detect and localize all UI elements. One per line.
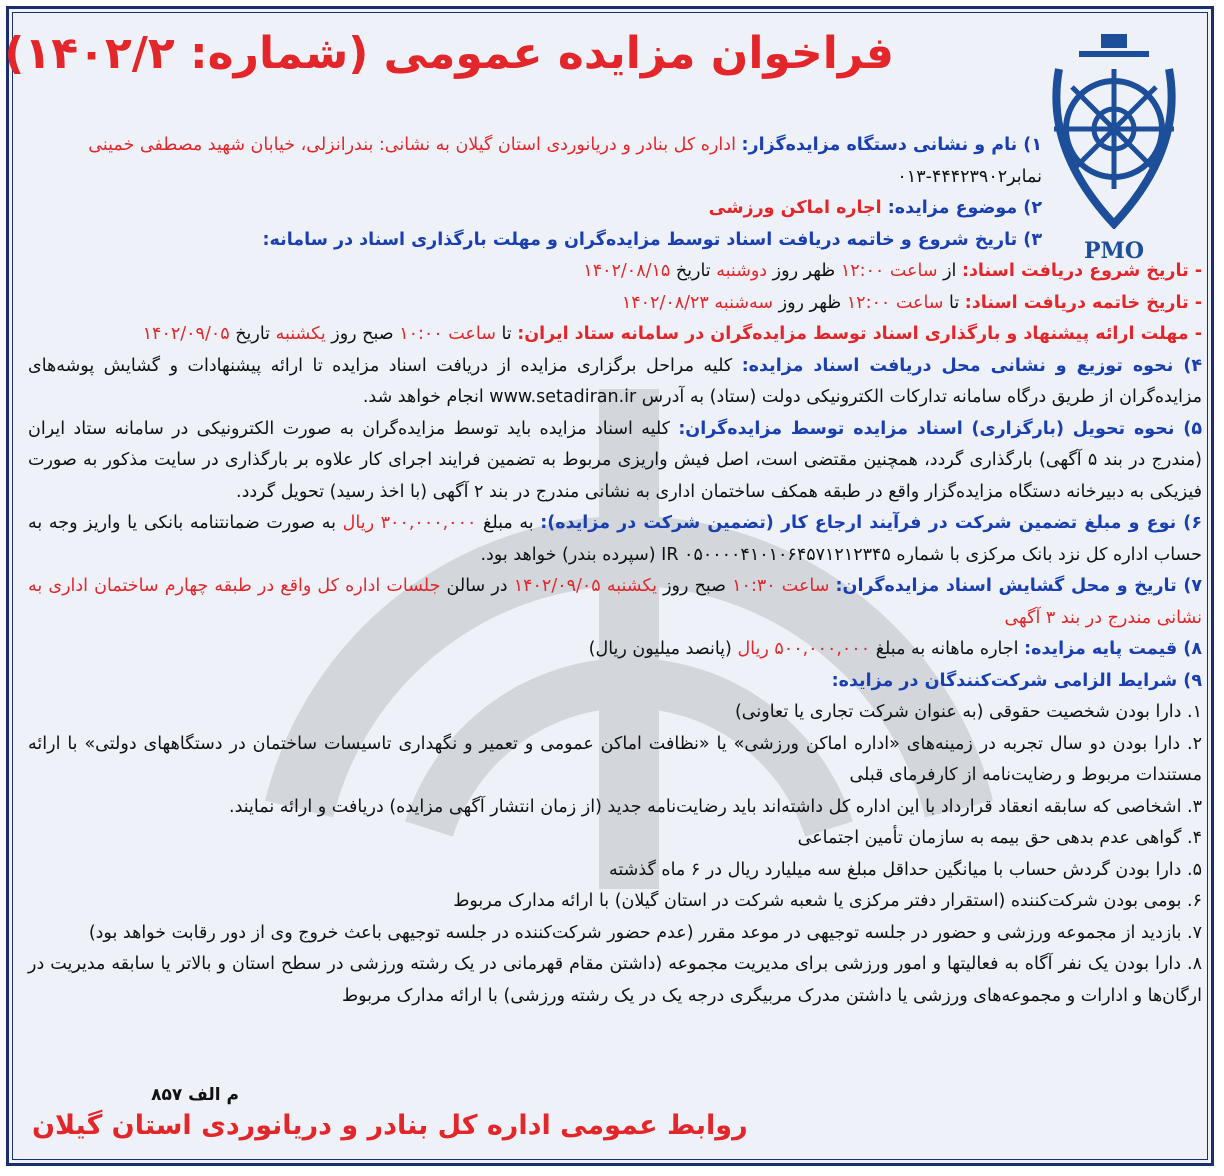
clause-text: تا xyxy=(943,292,965,313)
logo-text: PMO xyxy=(1083,238,1145,264)
clause-heading: ۴) نحوه توزیع و نشانی محل دریافت اسناد مزایده: xyxy=(741,355,1202,376)
clause-heading: ۹) شرایط الزامی شرکت‌کنندگان در مزایده: xyxy=(831,670,1202,691)
clause-14 xyxy=(28,697,1202,729)
clause-text: اجاره اماکن ورزشی xyxy=(708,198,888,218)
clause-text: نمابر۴۴۴۲۳۹۰۲-۰۱۳ xyxy=(897,166,1042,187)
clause-text: کلیه اسناد مزایده باید توسط مزایده‌گران به صورت الکترونیکی در سامانه ستاد ایران (مندرج در بند ۵ آگهی) بارگذاری گردد، همچنین مقتضی است، اصل فیش واریزی مربوط به تضمین فرایند اجرای کار علاوه بر بارگذاری در سایت مذکور به صورت فیزیکی به دبیرخانه دستگاه مزایده‌گزار واقع در طبقه همکف ساختمان اداری به نشانی مندرج در بند ۲ آگهی (با اخذ رسید) تحویل گردد. xyxy=(28,418,1202,502)
clause-text: ظهر روز xyxy=(773,292,847,313)
clause-text: دوشنبه xyxy=(716,261,768,281)
clause-20 xyxy=(28,918,1202,950)
clause-18 xyxy=(28,855,1202,887)
clause-text: از xyxy=(937,261,962,281)
clause-text: ظهر روز xyxy=(767,261,841,281)
clause-text: کلیه مراحل برگزاری مزایده از دریافت اسناد مزایده تا ارائه پیشنهادات و گشایش پوشه‌های مزایده‌گران از طریق درگاه سامانه تدارکات الکترونیکی دولت (ستاد) به آدرس www.setadiran.ir انجام خواهد شد. xyxy=(28,355,1202,407)
clause-10 xyxy=(28,508,1202,571)
clause-12 xyxy=(28,634,1202,666)
clause-4 xyxy=(28,225,1042,257)
clause-text: تا xyxy=(495,324,518,344)
ad-body xyxy=(28,130,1202,1012)
clause-text: (پانصد میلیون ریال) xyxy=(588,639,738,659)
footer-signature: روابط عمومی اداره کل بنادر و دریانوردی استان گیلان xyxy=(32,1110,748,1141)
clause-text: ۵. دارا بودن گردش حساب با میانگین حداقل مبلغ سه میلیارد ریال در ۶ ماه گذشته xyxy=(609,859,1202,880)
clause-text: ساعت ۱۰:۳۰ xyxy=(732,576,836,596)
clause-text: سه‌شنبه ۱۴۰۲/۰۸/۲۳ xyxy=(621,292,774,313)
clause-text: ۸. دارا بودن یک نفر آگاه به فعالیتها و امور ورزشی برای مدیریت مجموعه (داشتن مقام قهرمانی در یک رشته ورزشی در سطح استان و بالاتر یا سابقه مدیریت در ارگان‌ها و ادارات و مجموعه‌های ورزشی یا داشتن مدرک مربیگری درجه یک در یک رشته ورزشی) با ارائه مدارک مربوط xyxy=(28,954,1202,1006)
clause-text: تاریخ xyxy=(229,324,276,344)
clause-heading: ۵) نحوه تحویل (بارگزاری) اسناد مزایده توسط مزایده‌گران: xyxy=(678,418,1202,439)
clause-heading: ۸) قیمت پایه مزایده: xyxy=(1024,639,1202,659)
clause-text: به صورت ضمانتنامه بانکی یا واریز وجه به حساب اداره کل نزد بانک مرکزی با شماره IR ۰۵۰۰۰۰۴۱۰۱۰۶۴۵۷۱۲۱۲۳۴۵ (سپرده بندر) خواهد بود. xyxy=(28,513,1202,565)
clause-heading: ۲) موضوع مزایده: xyxy=(887,198,1042,218)
clause-text: ساعت ۱۲:۰۰ xyxy=(840,261,938,281)
clause-16 xyxy=(28,792,1202,824)
clause-text: ۳۰۰,۰۰۰,۰۰۰ ریال xyxy=(342,513,477,533)
clause-text: ۳. اشخاصی که سابقه انعقاد قرارداد با این اداره کل داشته‌اند باید رضایت‌نامه جدید (از زمان انتشار آگهی مزایده) دریافت و ارائه نمایند. xyxy=(229,796,1202,817)
clause-text: اجاره ماهانه به مبلغ xyxy=(870,639,1025,659)
clause-text: ۵۰۰,۰۰۰,۰۰۰ ریال xyxy=(737,639,871,659)
clause-text: ۱۴۰۲/۰۹/۰۵ xyxy=(142,324,230,344)
clause-21 xyxy=(28,949,1202,1012)
clause-text: ۲. دارا بودن دو سال تجربه در زمینه‌های «اداره اماکن ورزشی» یا «نظافت اماکن عمومی و تعمیر و نگهداری تاسیسات ساختمان در دستگاههای دولتی» با ارائه مستندات مربوط و رضایت‌نامه از کارفرمای قبلی xyxy=(28,733,1202,785)
clause-text: صبح روز xyxy=(656,576,733,596)
clause-2 xyxy=(28,162,1042,194)
clause-heading: ۷) تاریخ و محل گشایش اسناد مزایده‌گران: xyxy=(835,576,1203,596)
clause-text: ۱. دارا بودن شخصیت حقوقی (به عنوان شرکت تجاری یا تعاونی) xyxy=(734,702,1202,722)
clause-text: جلسات اداره کل واقع در طبقه چهارم ساختمان اداری به نشانی مندرج در بند ۳ آگهی xyxy=(28,576,1202,628)
clause-text: - مهلت ارائه پیشنهاد و بارگذاری اسناد توسط مزایده‌گران در سامانه ستاد ایران: xyxy=(517,324,1202,344)
clause-11 xyxy=(28,571,1202,634)
clause-text: ۷. بازدید از مجموعه ورزشی و حضور در جلسه توجیهی در موعد مقرر (عدم حضور شرکت‌کننده در جلسه توجیهی باعث خروج وی از دور رقابت خواهد بود) xyxy=(88,922,1202,943)
clause-text: - تاریخ خاتمه دریافت اسناد: xyxy=(964,292,1202,313)
clause-text: صبح روز xyxy=(325,324,400,344)
clause-text: ۱۴۰۲/۰۸/۱۵ xyxy=(583,261,671,281)
clause-text: ساعت ۱۲:۰۰ xyxy=(846,292,944,313)
clause-text: ۶. بومی بودن شرکت‌کننده (استقرار دفتر مرکزی یا شعبه شرکت در استان گیلان) با ارائه مدارک مربوط xyxy=(453,891,1202,911)
clause-8 xyxy=(28,351,1202,414)
page-title: فراخوان مزایده عمومی (شماره: ۱۴۰۲/۲) xyxy=(4,28,894,79)
clause-17 xyxy=(28,823,1202,855)
clause-text: اداره کل بنادر و دریانوردی استان گیلان به نشانی: بندرانزلی، خیابان شهید مصطفی خمینی xyxy=(88,135,742,155)
clause-6 xyxy=(28,288,1202,320)
clause-heading: ۱) نام و نشانی دستگاه مزایده‌گزار: xyxy=(741,135,1042,155)
clause-heading: ۳) تاریخ شروع و خاتمه دریافت اسناد توسط مزایده‌گران و مهلت بارگذاری اسناد در سامانه: xyxy=(262,229,1042,250)
clause-1 xyxy=(28,130,1042,162)
clause-7 xyxy=(28,319,1202,351)
clause-text: یکشنبه xyxy=(275,324,326,344)
clause-19 xyxy=(28,886,1202,918)
clause-9 xyxy=(28,414,1202,509)
clause-5 xyxy=(28,256,1202,288)
clause-3 xyxy=(28,193,1042,225)
clause-text: تاریخ xyxy=(670,261,717,281)
clause-text: در سالن xyxy=(440,576,514,596)
reference-number: م الف ۸۵۷ xyxy=(151,1085,239,1105)
clause-text: ساعت ۱۰:۰۰ xyxy=(399,324,496,344)
clause-15 xyxy=(28,729,1202,792)
clause-13 xyxy=(28,666,1202,698)
clause-text: - تاریخ شروع دریافت اسناد: xyxy=(961,261,1202,281)
clause-heading: ۶) نوع و مبلغ تضمین شرکت در فرآیند ارجاع کار (تضمین شرکت در مزایده): xyxy=(540,513,1202,533)
clause-text: ۴. گواهی عدم بدهی حق بیمه به سازمان تأمین اجتماعی xyxy=(797,828,1202,848)
clause-text: به مبلغ xyxy=(476,513,541,533)
clause-text: یکشنبه ۱۴۰۲/۰۹/۰۵ xyxy=(513,576,657,596)
